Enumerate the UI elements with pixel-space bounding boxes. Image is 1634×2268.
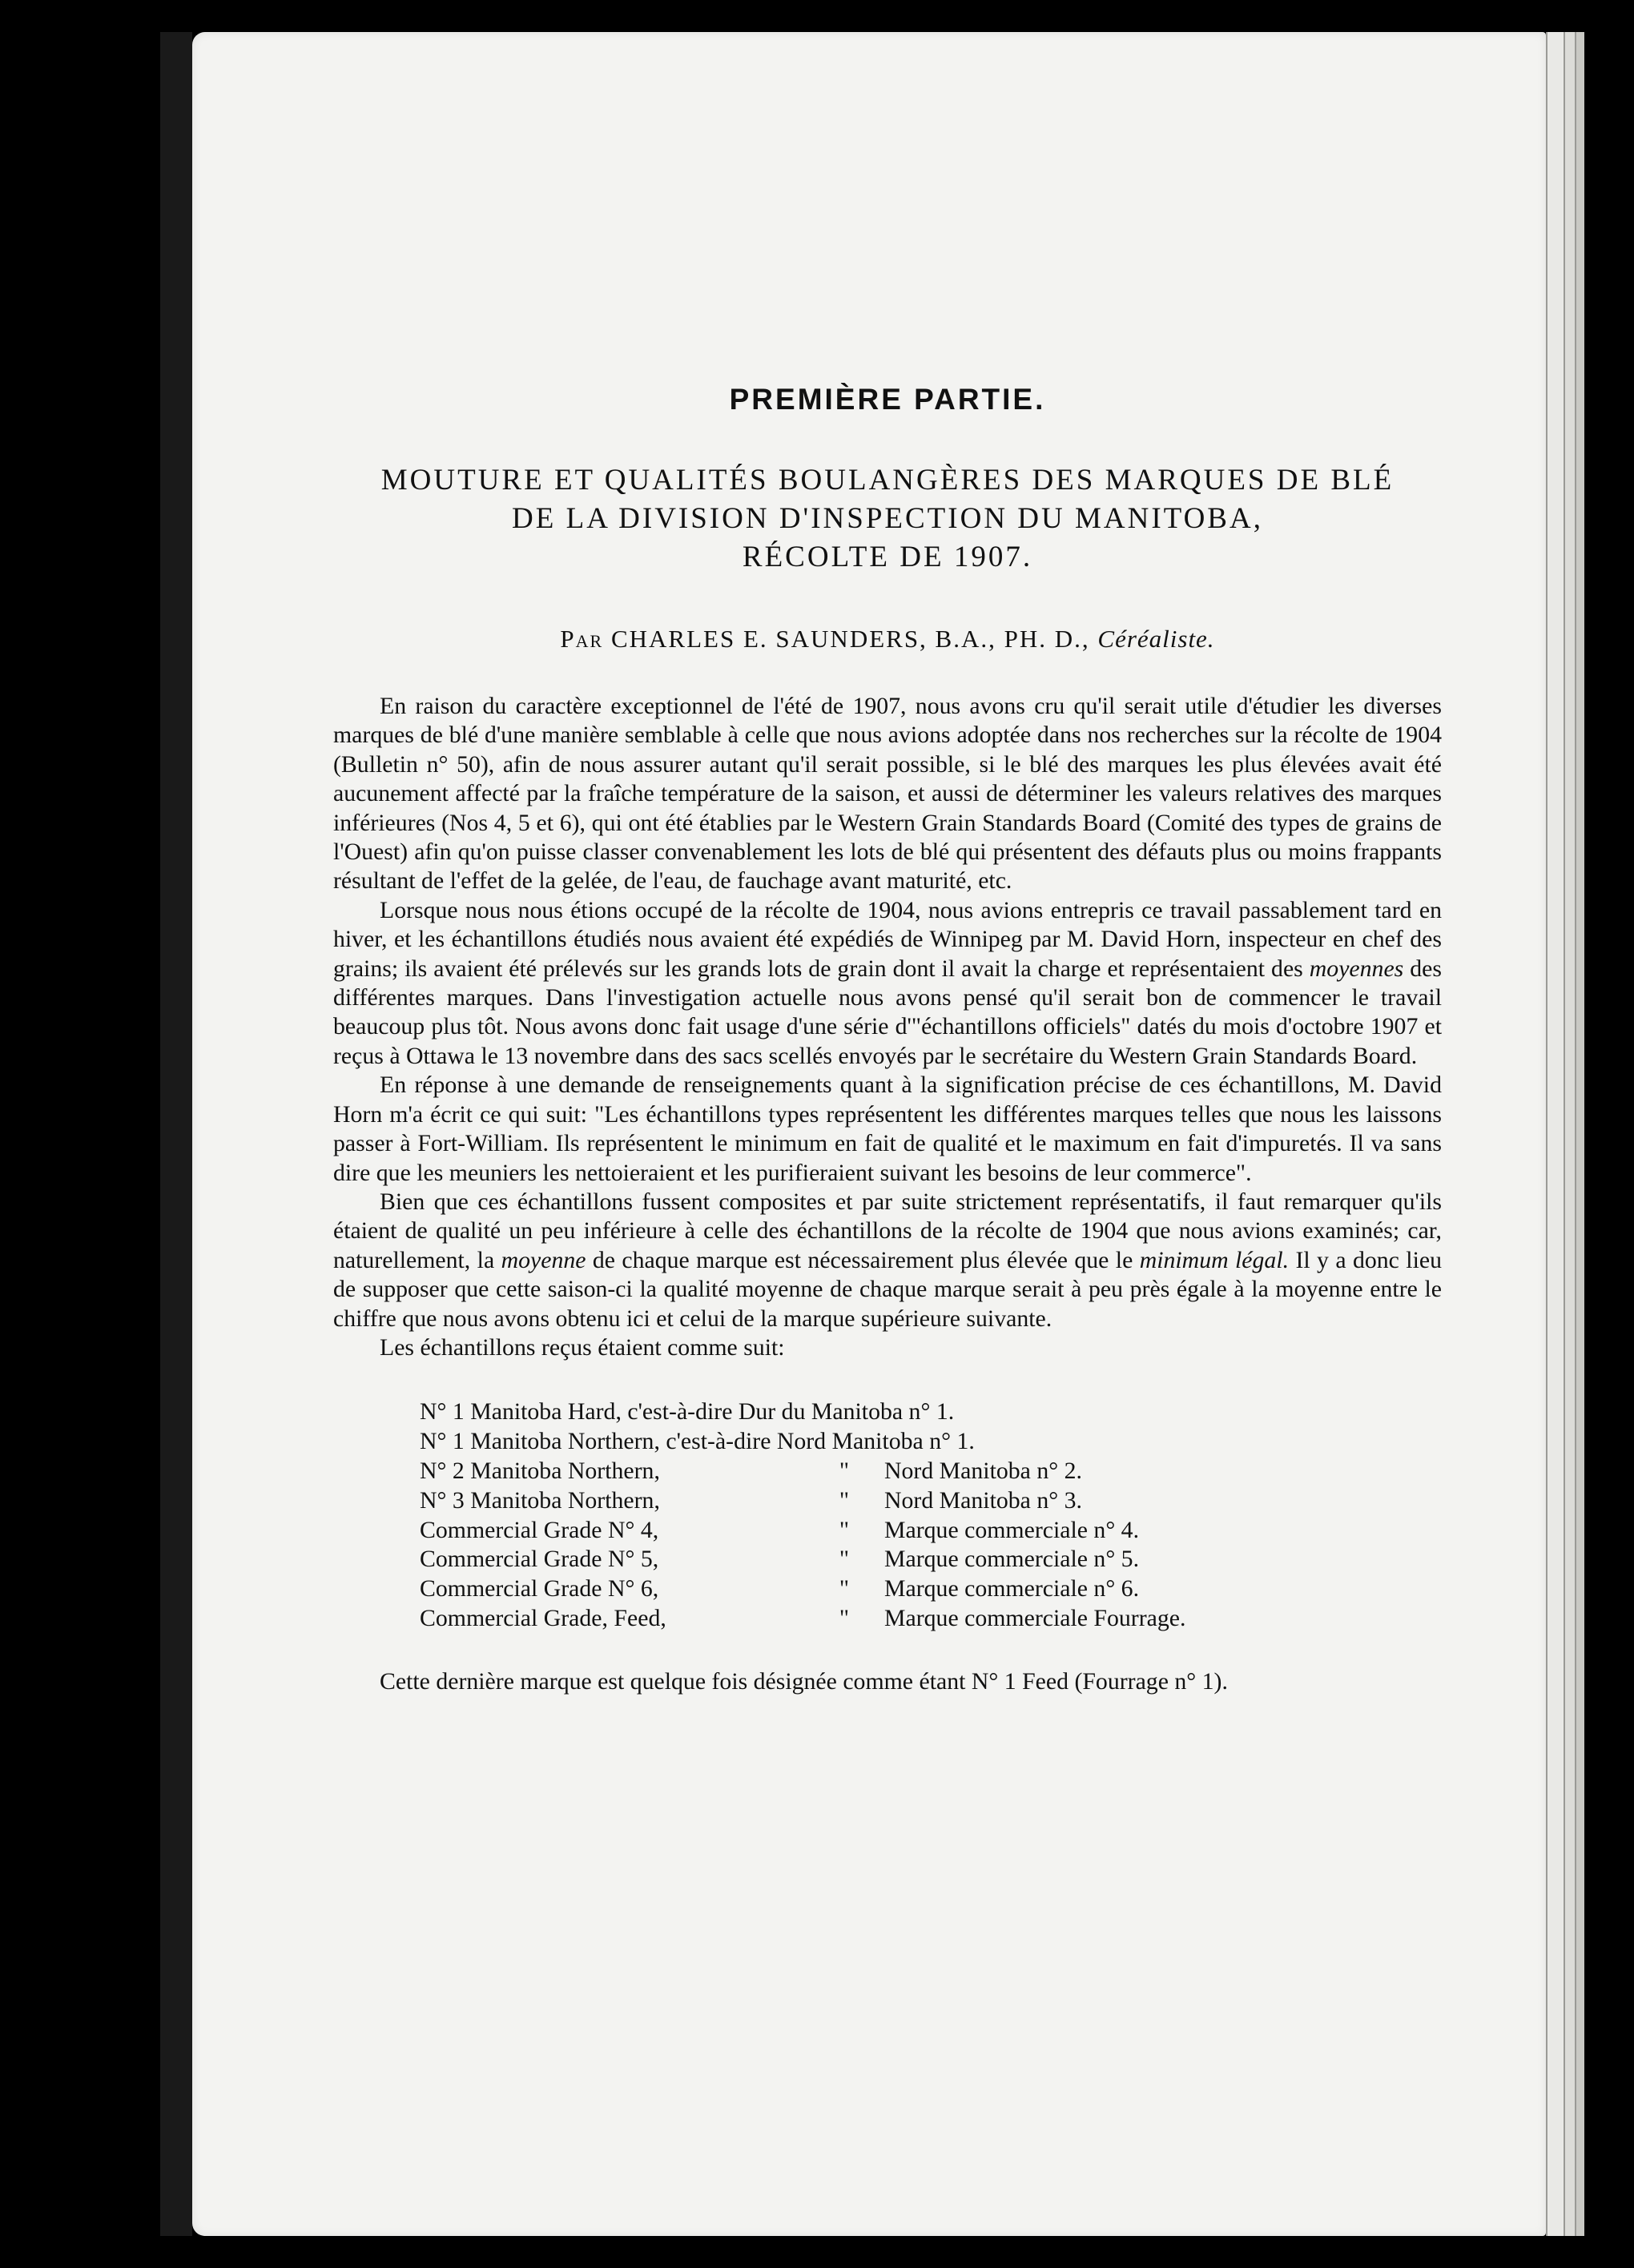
ditto-mark: "	[839, 1604, 850, 1631]
ditto-mark: "	[839, 1575, 850, 1602]
sample-grade-fr: Nord Manitoba n° 3.	[884, 1486, 1082, 1514]
paragraph-text: des différentes marques. Dans l'investigation actuelle nous avons pensé qu'il serait bon de commencer le travail beaucoup plus tôt. Nous avons donc fait usage d'une série d'"échantillons officiels" datés du mois d'octobre 1907 et reçus à Ottawa le 13 novembre dans des sacs scellés envoyés par le secrétaire du Western Grain Standards Board.	[333, 955, 1443, 1069]
paragraph	[333, 1188, 1442, 1333]
author-role: Céréaliste.	[1097, 625, 1215, 653]
sample-grade-fr: Marque commerciale Fourrage.	[884, 1604, 1186, 1631]
paragraph: En réponse à une demande de renseignements quant à la signification précise de ces échantillons, M. David Horn m'a écrit ce qui suit: "Les échantillons types représentent les différentes marques telles que nous les laissons passer à Fort-William. Ils représentent le minimum en fait de qualité et le maximum en fait d'impuretés. Il va sans dire que les meuniers les nettoieraient et les purifieraient suivant les besoins de leur commerce".	[333, 1072, 1442, 1186]
paragraph-text: de chaque marque est nécessairement plus élevée que le	[586, 1246, 1140, 1273]
sample-grade-fr: Marque commerciale n° 6.	[884, 1575, 1140, 1602]
list-item	[420, 1427, 1442, 1457]
list-item	[420, 1486, 1442, 1516]
list-item	[420, 1574, 1442, 1604]
paragraph	[333, 896, 1442, 1071]
page-content	[333, 383, 1442, 1696]
sample-grade: N° 2 Manitoba Northern,	[420, 1457, 660, 1484]
sample-grade: Commercial Grade N° 6,	[420, 1575, 659, 1602]
list-item	[420, 1516, 1442, 1546]
ditto-mark: "	[839, 1546, 850, 1573]
paragraph: Les échantillons reçus étaient comme suit:	[380, 1333, 785, 1361]
sample-grade: N° 1 Manitoba Northern, c'est-à-dire Nord Manitoba n° 1.	[420, 1428, 975, 1455]
main-title-line: MOUTURE ET QUALITÉS BOULANGÈRES DES MARQUES DE BLÉ	[380, 464, 1395, 497]
main-title	[333, 461, 1442, 577]
author-line	[333, 625, 1442, 653]
ditto-mark: "	[839, 1486, 850, 1514]
scan-left-border	[160, 32, 192, 2236]
ditto-mark: "	[839, 1457, 850, 1484]
list-item	[420, 1457, 1442, 1486]
page-edge	[1546, 32, 1565, 2236]
main-title-line: RÉCOLTE DE 1907.	[742, 541, 1033, 573]
sample-grade-fr: Marque commerciale n° 4.	[884, 1516, 1140, 1543]
paragraph-emphasis: minimum légal.	[1139, 1246, 1290, 1273]
paragraph: En raison du caractère exceptionnel de l'été de 1907, nous avons cru qu'il serait utile d'étudier les diverses marques de blé d'une manière semblable à celle que nous avions adoptée dans nos recherches sur la récolte de 1904 (Bulletin n° 50), afin de nous assurer autant qu'il serait possible, si le blé des marques les plus élevées avait été aucunement affecté par la fraîche température de la saison, et aussi de déterminer les valeurs relatives des marques inférieures (Nos 4, 5 et 6), qui ont été établies par le Western Grain Standards Board (Comité des types de grains de l'Ouest) afin qu'on puisse classer convenablement les lots de blé qui présentent des défauts plus ou moins frappants résultant de l'effet de la gelée, de l'eau, de fauchage avant maturité, etc.	[333, 693, 1442, 895]
sample-grade-fr: Marque commerciale n° 5.	[884, 1546, 1140, 1573]
list-item	[420, 1545, 1442, 1574]
author-by: Par	[560, 625, 604, 653]
sample-grade: Commercial Grade N° 4,	[420, 1516, 659, 1543]
list-item	[420, 1604, 1442, 1634]
sample-grade: Commercial Grade N° 5,	[420, 1546, 659, 1573]
page-edge	[1575, 32, 1584, 2236]
paragraph-emphasis: moyennes	[1309, 955, 1404, 982]
paragraph-text: Bien que ces échantillons fussent composites et par suite strictement représentatifs, il faut remarquer qu'ils étaient de qualité un peu inférieure à celle des échantillons de la récolte de 1904 que nous avions examinés; car, naturellement, la	[333, 1188, 1442, 1273]
main-title-line: DE LA DIVISION D'INSPECTION DU MANITOBA,	[512, 502, 1263, 535]
sample-grade-fr: Nord Manitoba n° 2.	[884, 1457, 1082, 1484]
sample-grade: Commercial Grade, Feed,	[420, 1604, 666, 1631]
author-name: CHARLES E. SAUNDERS, B.A., PH. D.,	[610, 625, 1090, 653]
closing-paragraph: Cette dernière marque est quelque fois désignée comme étant N° 1 Feed (Fourrage n° 1).	[380, 1667, 1228, 1695]
part-title: PREMIÈRE PARTIE.	[729, 383, 1046, 416]
list-item	[420, 1397, 1442, 1427]
paragraph-emphasis: moyenne	[501, 1246, 586, 1273]
paragraph-text: Il y a donc lieu de supposer que cette saison-ci la qualité moyenne de chaque marque serait à peu près égale à la moyenne entre le chiffre que nous avons obtenu ici et celui de la marque supérieure suivante.	[333, 1246, 1442, 1332]
sample-grade: N° 3 Manitoba Northern,	[420, 1486, 660, 1514]
ditto-mark: "	[839, 1516, 850, 1543]
paragraph-text: Lorsque nous nous étions occupé de la récolte de 1904, nous avions entrepris ce travail passablement tard en hiver, et les échantillons étudiés nous avaient été expédiés de Winnipeg par M. David Horn, inspecteur en chef des grains; ils avaient été prélevés sur les grands lots de grain dont il avait la charge et représentaient des	[333, 896, 1442, 982]
sample-grade: N° 1 Manitoba Hard, c'est-à-dire Dur du Manitoba n° 1.	[420, 1398, 955, 1426]
samples-list	[420, 1397, 1442, 1633]
